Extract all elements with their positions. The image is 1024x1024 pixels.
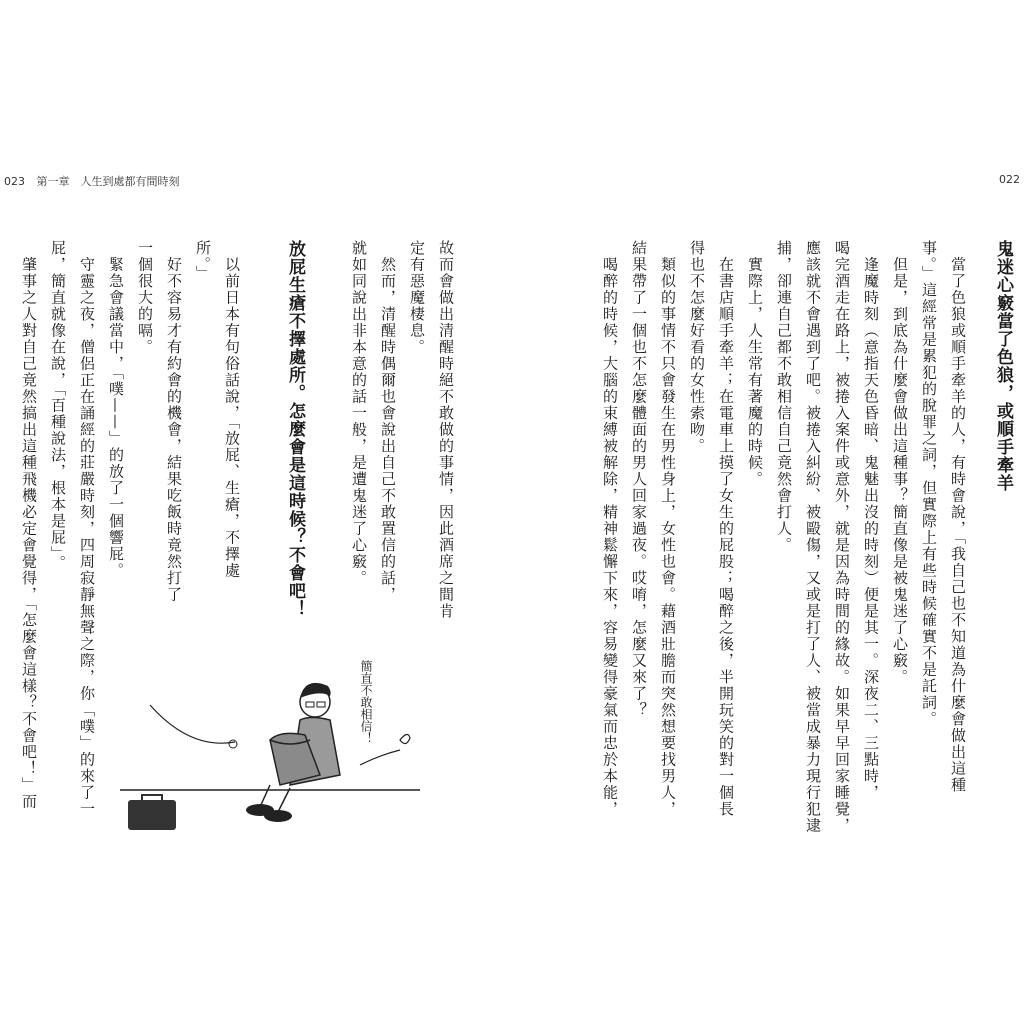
right-page-header: [999, 173, 1020, 186]
text-column: 類似的事情不只會發生在男性身上，女性也會。藉酒壯膽而突然想要找男人，: [659, 240, 677, 818]
illustration-svg: [120, 660, 430, 840]
left-page-header: [4, 173, 180, 189]
text-column: 以前日本有句俗話說，「放屁、生瘡，不擇處: [223, 240, 241, 579]
text-column: 但是，到底為什麼會做出這種事？簡直像是被鬼迷了心竅。: [891, 240, 909, 686]
text-column: 實際上，人生常有著魔的時候。: [746, 240, 764, 488]
text-column: 定有惡魔棲息。: [408, 240, 426, 356]
right-page-body: [572, 240, 1022, 840]
text-column: 得也不怎麼好看的女性索吻。: [688, 240, 706, 455]
text-column: 應該就不會遇到了吧。被捲入糾紛、被毆傷，又或是打了人、被當成暴力現行犯逮: [804, 240, 822, 834]
right-page-columns: [595, 240, 1022, 840]
text-column: 守靈之夜，僧侶正在誦經的莊嚴時刻，四周寂靜無聲之際，你「噗」的來了一: [78, 240, 96, 818]
text-column: 好不容易才有約會的機會，結果吃飯時竟然打了: [165, 240, 183, 603]
text-column: 肇事之人對自己竟然搞出這種飛機必定會覺得，「怎麼會這樣？不會吧！」而: [20, 240, 38, 810]
text-column: 一個很大的嗝。: [136, 240, 154, 356]
text-column: 捕，卻連自己都不敢相信自己竟然會打人。: [775, 240, 793, 554]
text-column: 然而，清醒時偶爾也會說出自己不敢置信的話，: [379, 240, 397, 603]
left-page-number: 023: [4, 175, 25, 188]
text-column: 所。」: [194, 240, 212, 282]
text-column: 當了色狼或順手牽羊的人，有時會說，「我自己也不知道為什麼會做出這種: [949, 240, 967, 794]
text-column: 結果帶了一個也不怎麼體面的男人回家過夜。哎唷，怎麼又來了？: [630, 240, 648, 719]
text-column: 故而會做出清醒時絕不敢做的事情，因此酒席之間肯: [437, 240, 455, 620]
text-column: 逢魔時刻（意指天色昏暗、鬼魅出沒的時刻）便是其一。深夜二、三點時，: [862, 240, 880, 801]
chapter-title: 第一章 人生到處都有間時刻: [36, 175, 180, 188]
chapter-heading: 鬼迷心竅當了色狼，或順手牽羊: [993, 240, 1013, 492]
text-column: 屁，簡直就像在說，「百種說法，根本是屁」。: [49, 240, 67, 572]
section-heading: 放屁生瘡不擇處所。怎麼會是這時候？不會吧！: [285, 240, 305, 618]
right-page-number: 022: [999, 173, 1020, 186]
text-column: 緊急會議當中，「噗——」的放了一個響屁。: [107, 240, 125, 579]
column-spacer: [972, 240, 984, 840]
text-column: 在書店順手牽羊；在電車上摸了女生的屁股；喝醉之後，半開玩笑的對一個長: [717, 240, 735, 818]
man-sitting-illustration: [120, 660, 430, 840]
text-column: 喝完酒走在路上，被捲入案件或意外，就是因為時間的緣故。如果早早回家睡覺，: [833, 240, 851, 834]
illustration-caption: 簡直不敢相信！: [359, 660, 373, 744]
text-column: 事。」這經常是累犯的脫罪之詞，但實際上有些時候確實不是託詞。: [920, 240, 938, 728]
text-column: 就如同說出非本意的話一般，是遭鬼迷了心竅。: [350, 240, 368, 587]
text-column: 喝醉的時候，大腦的束縛被解除，精神鬆懈下來，容易變得豪氣而忠於本能，: [601, 240, 619, 818]
